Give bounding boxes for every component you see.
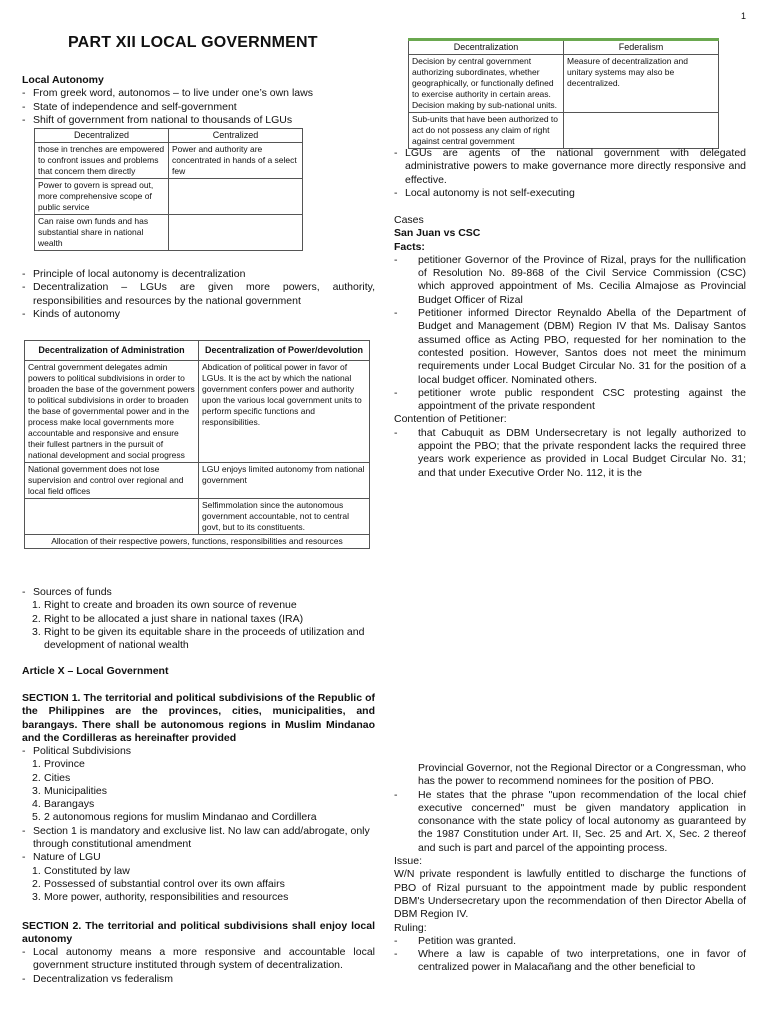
section-2-bullets	[22, 946, 375, 986]
kinds-of-autonomy-table	[24, 340, 370, 549]
section-1-text: SECTION 1. The territorial and political subdivisions of the Republic of the Philippines are the provinces, cities, municipalities, and barangays. There shall be autonomous regions in Muslim Mindanao and the Cordilleras as hereinafter provided	[22, 692, 375, 744]
table-header: Decentralized	[35, 129, 169, 143]
list-item: - Sources of funds	[22, 586, 112, 598]
list-item: - State of independence and self-government	[22, 100, 237, 113]
issue-text: W/N private respondent is lawfully entitled to discharge the functions of PBO of Rizal pursuant to the appointment made by public respondent DBM's Undersecretary upon the recommendation of then Director Abella of DBM Region IV.	[394, 868, 746, 921]
list-item: - Local autonomy means a more responsive and accountable local government structure instituted through system of decentralization.	[22, 946, 375, 972]
article-heading: Article X – Local Government	[22, 665, 169, 677]
issue-label: Issue:	[394, 855, 423, 868]
table-header: Decentralization of Administration	[25, 341, 199, 361]
list-item: - Shift of government from national to thousands of LGUs	[22, 113, 293, 126]
list-item: Provincial Governor, not the Regional Director or a Congressman, who has the power to recommend nominees for the position of PBO.	[418, 762, 746, 788]
table-row: Power to govern is spread out, more comprehensive scope of public service	[35, 179, 303, 215]
list-item: - Principle of local autonomy is decentralization	[22, 268, 246, 280]
local-autonomy-section	[22, 74, 375, 127]
list-item: 5. 2 autonomous regions for muslim Mindanao and Cordillera	[32, 811, 317, 824]
table-header: Centralized	[169, 129, 303, 143]
local-autonomy-heading: Local Autonomy	[22, 74, 104, 86]
list-item: - Section 1 is mandatory and exclusive list. No law can add/abrogate, only through constitutional amendment	[22, 824, 370, 851]
list-item: - Kinds of autonomy	[22, 307, 120, 320]
list-item: - Petitioner informed Director Reynaldo Abella of the Department of Budget and Management (DBM) Region IV that Ms. Dalisay Santos assumed office as Acting PBO, requested for her nomination to the contested position. However, Santos does not meet the minimum requirements under Local Budget Circular No. 31 for the position of a local budget officer. Nominated others.	[394, 307, 746, 386]
list-item: - LGUs are agents of the national government with delegated administrative powers to make governance more directly responsive and effective.	[394, 147, 746, 186]
list-item: - From greek word, autonomos – to live under one’s own laws	[22, 87, 313, 100]
ruling-label: Ruling:	[394, 921, 427, 934]
list-item: - petitioner wrote public respondent CSC protesting against the appointment of the private respondent	[394, 386, 746, 413]
list-item: - Decentralization vs federalism	[22, 972, 174, 985]
table-row: those in trenches are empowered to confront issues and problems that concern them directly Power and authority are concentrated in hands of a select few	[35, 143, 303, 179]
list-item: - Where a law is capable of two interpretations, one in favor of centralized power in Malacañang and the other beneficial to	[394, 948, 746, 974]
table-row: Sub-units that have been authorized to act do not possess any claim of right against central government	[409, 113, 719, 149]
list-item: 2. Possessed of substantial control over its own affairs	[32, 877, 285, 890]
list-item: 1. Province	[32, 758, 85, 771]
list-item: 2. Right to be allocated a just share in national taxes (IRA)	[32, 612, 304, 625]
table-row: National government does not lose supervision and control over regional and local field offices LGU enjoys limited autonomy from national government	[25, 463, 370, 499]
cases-section	[394, 214, 746, 480]
table-row: Selfimmolation since the autonomous government accountable, not to central govt, but to its constituents.	[25, 499, 370, 535]
case-title: San Juan vs CSC	[394, 227, 481, 240]
decentralization-vs-federalism-table	[408, 38, 719, 149]
list-item: 3. Municipalities	[32, 784, 108, 797]
list-item: 1. Right to create and broaden its own source of revenue	[32, 599, 297, 612]
table-row: Central government delegates admin powers to political subdivisions in order to broaden the base of the government powers to political subdivisions in order to broaden the base of governmental power and in the process make local governments more accountable and responsive and ensure their fullest partners in the pursuit of national development and social progress Abdication of political power in favor of LGUs. It is the act by which the national government confers power and authority upon the various local government units to perform specific functions and responsibilities.	[25, 361, 370, 463]
table-row: Allocation of their respective powers, functions, responsibilities and resources	[25, 535, 370, 549]
cases-label: Cases	[394, 214, 424, 226]
list-item: 2. Cities	[32, 771, 71, 784]
table-header: Decentralization	[409, 40, 564, 55]
page-title: PART XII LOCAL GOVERNMENT	[68, 34, 318, 51]
table-row: Decision by central government authorizing subordinates, whether geographically, or functionally defined to exercise authority in certain areas. Decision making by sub-national units. Measure of decentralization and unitary systems may also be decentralized.	[409, 55, 719, 113]
decentralized-vs-centralized-table	[34, 128, 303, 251]
table-header: Decentralization of Power/devolution	[199, 341, 370, 361]
facts-label: Facts:	[394, 240, 425, 253]
sources-of-funds	[22, 586, 375, 652]
list-item: - that Cabuquit as DBM Undersecretary is not legally authorized to appoint the PBO; that the private respondent lacks the required three years work experience as provided in Local Budget Circular No. 31; and that under Executive Order No. 112, it is the	[394, 426, 746, 479]
political-subdivisions	[22, 745, 375, 905]
list-item: 3. Right to be given its equitable share in the proceeds of utilization and development of national wealth	[32, 625, 365, 652]
list-item: - Decentralization – LGUs are given more powers, authority, responsibilities and resources by the national government	[22, 281, 375, 307]
contention-label: Contention of Petitioner:	[394, 413, 507, 426]
principle-section	[22, 268, 375, 321]
list-item: - Petition was granted.	[394, 934, 517, 947]
page-number: 1	[740, 11, 746, 21]
list-item: 4. Barangays	[32, 798, 95, 811]
lgu-bullets	[394, 147, 746, 200]
case-continued	[394, 762, 746, 975]
list-item: 3. More power, authority, responsibilities and resources	[32, 891, 289, 904]
table-header: Federalism	[564, 40, 719, 55]
list-item: - Political Subdivisions	[22, 745, 132, 757]
list-item: - Local autonomy is not self-executing	[394, 186, 575, 199]
section-2-text: SECTION 2. The territorial and political subdivisions shall enjoy local autonomy	[22, 920, 375, 946]
list-item: - Nature of LGU	[22, 851, 101, 864]
list-item: - He states that the phrase "upon recommendation of the local chief executive concerned" must be given mandatory application in consonance with the state policy of local autonomy as guaranteed by the 1987 Constitution under Art. II, Sec. 25 and Art. X, Sec. 2 thereof and such is part and parcel of the appointing process.	[394, 788, 746, 854]
list-item: 1. Constituted by law	[32, 864, 130, 877]
table-row: Can raise own funds and has substantial share in national wealth	[35, 215, 303, 251]
list-item: - petitioner Governor of the Province of Rizal, prays for the nullification of Resolution No. 89-868 of the Civil Service Commission (CSC) which approved appointment of Ms. Cecilia Almajose as Provincial Budget Officer of Rizal	[394, 253, 746, 306]
